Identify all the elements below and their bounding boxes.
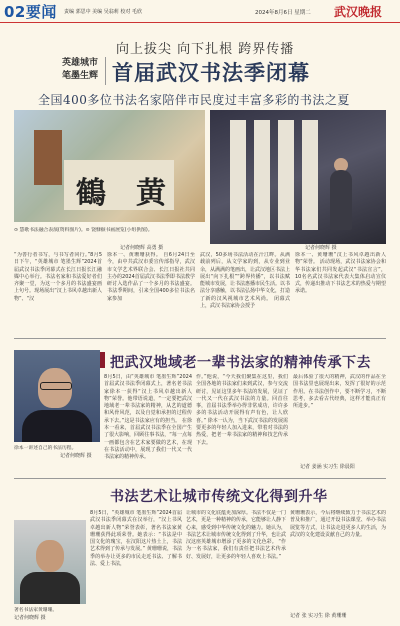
calligrapher-portrait-photo-2 [14,520,86,604]
article3-signature: 记者 张 实习生 徐 黄珊珊 [290,613,347,619]
article1-tag [55,57,106,85]
exhibition-photo [210,110,386,244]
hanging-scroll [278,120,294,230]
article1-kicker: 向上拔尖 向下扎根 跨界传播 [116,42,295,57]
article3-column-3: 黄珊珊表示，今后将继续致力于书法艺术的普及和推广，通过开设书法课堂、举办书法展览等方式，让书法走进更多人的生活，为武汉的文化建设贡献自己的力量。 [290,510,386,538]
article2-photo-credit: 记者何晓辉 摄 [60,453,92,459]
article2-signature: 记者 姜涵 实习生 徐晨阳 [300,464,355,470]
hanging-scroll [254,120,270,230]
newspaper-masthead: 武汉晚报 [334,5,383,19]
section-divider [14,338,386,339]
calligraphy-performance-photo [14,110,205,222]
article1-column-4: 徐本一、黄珊珊“汉上书风卓越出新人物”荣誉。 活动现场，武汉书法家协会和华书法家们共同发起武汉“书法宣言”，10名名武汉书法家代表大集体启动宣仪式，传递出推动下书法艺术的热爱与期望承诺。 [295,252,386,295]
article3-photo-credit: 记者何晓辉 摄 [14,615,46,621]
article2-photo-caption: 徐本一讲述自己的书法历程。 [14,446,77,451]
portrait-body [20,572,80,604]
hanging-scroll [302,120,318,230]
photo2-credit: 记者何晓辉 摄 [305,245,337,251]
pavilion-shape [34,130,62,185]
article2-column-1: 8月5日，由“英雄城市 笔墨生辉”2024首届武汉书法季闭幕式上，著名老书法家徐本一获得“汉上书风卓越出新人物”荣誉。他带语说道，“一定要把武汉地域老一辈书法家的精神，从艺的道德和风骨风范，以及自觉和承担的过程传承下去。”这是书法家应有的担当。 在徐本一看来，首届武汉书法季在全国产生了很大影响，回顾往事书法，“每一点每一画都包含在艺术家要做的艺术，在现在书法活动中，展现了我们一代又一代书法家的精神传承。 [104,374,192,461]
tag-line1: 英雄城市 [61,58,98,68]
article2-title: 把武汉地域老一辈书法家的精神传承下去 [110,355,371,371]
article2-column-3: 最后体验了很大的精神，武汉的作品在全国书法里也展现出来，发挥了很好的示范作用。在书法创作中，要不断学习，不断思考，多去看古代经典，这样才能真正有所进步。” [293,374,386,410]
article1-title: 首届武汉书法季闭幕 [112,60,310,85]
article3-column-1: 8月5日，“英雄城市 笔墨生辉”2024首届武汉书法季闭幕式在汉举行，“汉上书风卓越出新人物”荣誉表彰，著名书法家黄珊珊获得此项荣誉。她表示：“书法是中国文化的瑰宝，在汉阳这片热土上，书法艺术得到了传承与发展。” 黄珊珊说，书法季的举办让更多的市民走近书法、了解书法、爱上书法， [90,510,182,568]
article1-title-area [0,57,400,87]
section-divider [14,478,386,479]
visitor-figure [330,170,352,230]
hanging-scroll [230,120,246,230]
page-number: 02要闻 [4,3,57,21]
page-header [0,0,400,23]
article1-column-3: 武汉，50多场书法活动在汗江畔。从满载前列后，从文学家的到，从专业到业余，从满满的笔画出，让武汉地区书法上展出“向下扎根”“跨界传播”，以书法赋能城市发展，让书法惠播市民生活。以书法分享感触，以书法弘扬中华文化，打造了新的汉风视城市艺术风尚。 闭幕式上，武汉书法家协会授予 [200,252,290,310]
title-accent-bar [100,352,105,368]
tag-line2: 笔墨生辉 [61,71,98,81]
calligraphy-glyph: 鶴 [76,176,106,211]
portrait-face [36,540,64,572]
article3-column-2: 让城市的文化底蕴更加深厚。书法不仅是一门艺术，更是一种精神的传承，它能够让人静下心来，感受到中华传统文化的魅力。她认为，书法艺术让城市传统文化得到了升华，也让武汉这座英雄城市增添了更多的文化色彩。 “作为一名书法家，我们有责任把书法艺术传承好、发展好，让更多的年轻人喜欢上书法。” [186,510,286,560]
calligrapher-portrait-photo [14,350,100,442]
article1-subtitle: 全国400多位书法名家陪伴市民度过丰富多彩的书法之夏 [38,93,350,107]
article1-column-1: “为善行者书写，与书写者同行。”8月5日下午，“英雄城市 笔墨生辉”2024首届武汉书法季闭幕式在长江日报长江融媒中心举行。书法名家和书法爱好者们齐聚一堂，为这一个多月的书法盛宴画上句号。现场展出“汉上书风卓越出新人物”、“汉 [14,252,102,302]
article3-photo-caption: 著名书法家黄珊珊。 [14,608,58,613]
portrait-glasses [40,382,72,390]
calligraphy-glyph: 黄 [136,176,166,211]
issue-date: 2024年8月6日 星期二 [255,10,311,16]
editor-credits: 责编 郭思中 美编 吴翁莉 校对 毛欣 [64,9,142,15]
article2-column-2: 作。”他说，“今天我们聚集在这里，我们全国各地的书法家们来到武汉，参与交流研讨，见证这里多年书法的发展，见证了一代又一代在武汉书法的力量。回首往事，首届书法季举办得非常成功，许许多多的书法活动开展得有声有色，让人欣喜。” 徐本一认为，当下武汉书法的发展需要更多的年轻人加入进来，带着对书法的热爱，把老一辈书法家的精神和技艺传承下去。 [196,374,288,446]
article3-title: 书法艺术让城市传统文化得到升华 [110,489,328,505]
portrait-body [22,410,92,442]
photo1-caption: ⊙ 慧歌书法融合表演(资料图片)。⊙ 饶慷颐书画展览(小组供图)。 [14,228,153,233]
photo1-credit: 记者何晓辉 高勇 摄 [120,245,164,251]
article1-column-2: 徐本一、黄珊珊获得。 自6月24日至今，由中共武汉市委宣传部指导，武汉市文学艺术界联合会、长江日报社共同主办的2024首届武汉书法季即书法教学研讨入选作品了一个多月的书法盛宴。书法季期间，引来全国400多位书法名家参加 [107,252,195,302]
